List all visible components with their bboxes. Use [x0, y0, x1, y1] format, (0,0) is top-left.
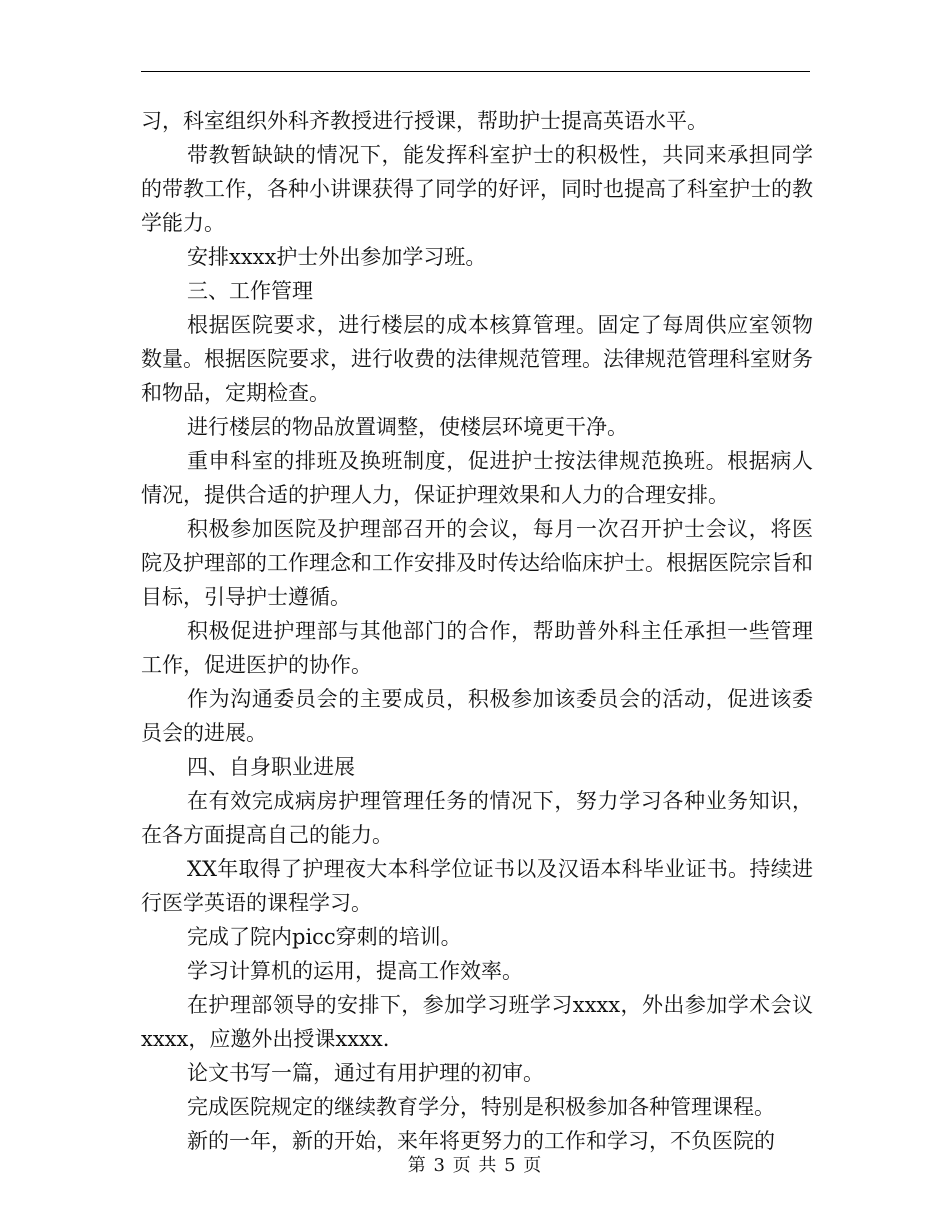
paragraph: 作为沟通委员会的主要成员，积极参加该委员会的活动，促进该委员会的进展。	[141, 687, 813, 745]
page-number-footer: 第 3 页 共 5 页	[407, 1155, 543, 1176]
paragraph: 在有效完成病房护理管理任务的情况下，努力学习各种业务知识，在各方面提高自己的能力。	[141, 789, 813, 847]
paragraph: 安排xxxx护士外出参加学习班。	[187, 245, 487, 269]
section-heading: 三、工作管理	[187, 279, 313, 303]
paragraph: 带教暂缺缺的情况下，能发挥科室护士的积极性，共同来承担同学的带教工作，各种小讲课获得了同学的好评，同时也提高了科室护士的教学能力。	[141, 143, 813, 235]
document-body	[141, 104, 813, 1158]
paragraph: 完成了院内picc穿刺的培训。	[187, 925, 462, 949]
header-rule	[141, 71, 810, 72]
paragraph: XX年取得了护理夜大本科学位证书以及汉语本科毕业证书。持续进行医学英语的课程学习。	[141, 857, 813, 915]
paragraph: 习，科室组织外科齐教授进行授课，帮助护士提高英语水平。	[141, 109, 708, 133]
paragraph: 完成医院规定的继续教育学分，特别是积极参加各种管理课程。	[187, 1095, 775, 1119]
paragraph: 进行楼层的物品放置调整，使楼层环境更干净。	[187, 415, 628, 439]
paragraph: 学习计算机的运用，提高工作效率。	[187, 959, 523, 983]
paragraph: 积极参加医院及护理部召开的会议，每月一次召开护士会议，将医院及护理部的工作理念和工作安排及时传达给临床护士。根据医院宗旨和目标，引导护士遵循。	[141, 517, 813, 609]
paragraph: 论文书写一篇，通过有用护理的初审。	[187, 1061, 544, 1085]
paragraph: 在护理部领导的安排下，参加学习班学习xxxx，外出参加学术会议xxxx，应邀外出授课xxxx.	[141, 993, 813, 1051]
paragraph: 新的一年，新的开始，来年将更努力的工作和学习，不负医院的	[187, 1129, 775, 1153]
paragraph: 根据医院要求，进行楼层的成本核算管理。固定了每周供应室领物数量。根据医院要求，进行收费的法律规范管理。法律规范管理科室财务和物品，定期检查。	[141, 313, 813, 405]
paragraph: 积极促进护理部与其他部门的合作，帮助普外科主任承担一些管理工作，促进医护的协作。	[141, 619, 813, 677]
paragraph: 重申科室的排班及换班制度，促进护士按法律规范换班。根据病人情况，提供合适的护理人力，保证护理效果和人力的合理安排。	[141, 449, 813, 507]
section-heading: 四、自身职业进展	[187, 755, 355, 779]
